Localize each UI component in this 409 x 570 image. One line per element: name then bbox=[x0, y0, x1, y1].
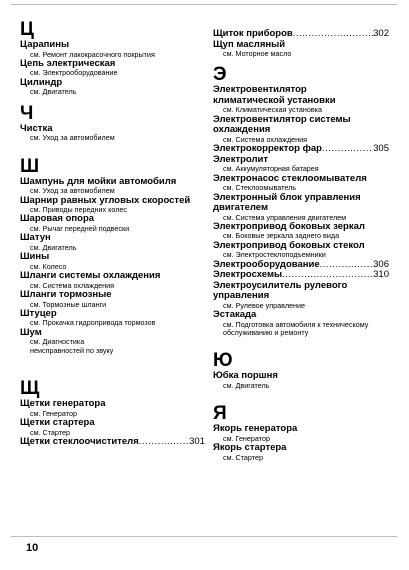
leader-dots bbox=[293, 29, 373, 40]
index-entry bbox=[20, 437, 205, 448]
index-term: Эстакада bbox=[213, 309, 257, 321]
see-reference: см. Климатическая установка bbox=[223, 105, 322, 115]
section-letter: Э bbox=[213, 64, 227, 86]
index-term: Электросхемы bbox=[213, 269, 283, 281]
index-entry bbox=[213, 155, 389, 174]
index-term: Щетки стартера bbox=[20, 417, 95, 429]
index-entry bbox=[20, 59, 205, 78]
index-term: Электропривод боковых зеркал bbox=[213, 220, 365, 232]
index-term: Шарнир равных угловых скоростей bbox=[20, 194, 191, 206]
index-entry bbox=[20, 328, 205, 355]
index-entry bbox=[20, 309, 205, 328]
index-entry bbox=[20, 290, 205, 309]
index-column-left bbox=[20, 20, 205, 448]
index-entry bbox=[20, 78, 205, 97]
index-term: Электровентилятор климатической установки bbox=[213, 84, 336, 106]
index-term: Шампунь для мойки автомобиля bbox=[20, 175, 177, 187]
index-entry bbox=[20, 418, 205, 437]
see-reference: см. Рычаг передней подвески bbox=[30, 223, 130, 233]
see-reference: см. Колесо bbox=[30, 261, 67, 271]
see-reference: см. Стеклоомыватель bbox=[223, 183, 297, 193]
index-entry bbox=[213, 443, 389, 462]
page-reference: 306 bbox=[373, 258, 389, 270]
see-reference: см. Приводы передних колес bbox=[30, 205, 127, 215]
see-reference: см. Ремонт лакокрасочного покрытия bbox=[30, 49, 155, 59]
see-reference: см. Генератор bbox=[223, 433, 270, 443]
section-letter: Щ bbox=[20, 378, 40, 400]
index-entry bbox=[20, 177, 205, 196]
bottom-rule bbox=[11, 536, 397, 537]
see-reference: см. Стартер bbox=[223, 452, 263, 462]
section-letter: Ц bbox=[20, 19, 34, 40]
see-reference: см. Подготовка автомобиля к техническому обслуживанию и ремонту bbox=[223, 319, 369, 338]
leader-dots bbox=[322, 144, 373, 155]
index-entry bbox=[213, 371, 389, 390]
page-number: 10 bbox=[26, 542, 39, 554]
index-term: Шатун bbox=[20, 232, 51, 244]
see-reference: см. Диагностика неисправностей по звуку bbox=[30, 337, 114, 355]
index-term: Якорь генератора bbox=[213, 423, 298, 435]
index-term: Шины bbox=[20, 251, 50, 263]
see-reference: см. Двигатель bbox=[223, 380, 270, 390]
section-letter: Ю bbox=[213, 350, 233, 372]
section-letter: Ч bbox=[20, 102, 34, 124]
page-reference: 310 bbox=[373, 269, 389, 281]
index-term: Электрокорректор фар bbox=[213, 143, 322, 155]
page-reference: 301 bbox=[189, 436, 205, 447]
index-entry bbox=[213, 281, 389, 310]
index-entry bbox=[20, 233, 205, 252]
index-entry bbox=[213, 193, 389, 222]
index-entry bbox=[20, 196, 205, 215]
see-reference: см. Система охлаждения bbox=[223, 134, 308, 144]
index-term: Шланги тормозные bbox=[20, 289, 112, 301]
index-term: Щуп масляный bbox=[213, 38, 286, 50]
index-term: Чистка bbox=[20, 122, 53, 134]
index-entry bbox=[213, 115, 389, 144]
index-term: Электровентилятор системы охлаждения bbox=[213, 113, 351, 136]
index-column-right bbox=[213, 29, 389, 462]
index-term: Штуцер bbox=[20, 307, 57, 319]
index-term: Электронасос стеклоомывателя bbox=[213, 172, 367, 184]
see-reference: см. Тормозные шланги bbox=[30, 299, 107, 309]
index-term: Щетки генератора bbox=[20, 398, 106, 410]
see-reference: см. Генератор bbox=[30, 408, 77, 418]
page-reference: 305 bbox=[373, 143, 389, 155]
section-letter: Я bbox=[213, 403, 227, 425]
index-term: Электропривод боковых стекол bbox=[213, 239, 365, 251]
index-entry bbox=[20, 271, 205, 290]
index-entry bbox=[213, 85, 389, 114]
index-entry bbox=[213, 424, 389, 443]
index-entry bbox=[20, 252, 205, 271]
index-entry bbox=[213, 222, 389, 241]
index-term: Цилиндр bbox=[20, 76, 63, 88]
see-reference: см. Система управления двигателем bbox=[223, 212, 347, 222]
see-reference: см. Электрооборудование bbox=[30, 68, 118, 78]
see-reference: см. Моторное масло bbox=[223, 49, 292, 58]
index-entry bbox=[213, 29, 389, 40]
see-reference: см. Аккумуляторная батарея bbox=[223, 164, 319, 174]
index-term: Электролит bbox=[213, 153, 269, 165]
see-reference: см. Уход за автомобилем bbox=[30, 186, 115, 196]
see-reference: см. Прокачка гидропривода тормозов bbox=[30, 318, 156, 328]
see-reference: см. Система охлаждения bbox=[30, 280, 115, 290]
index-term: Юбка поршня bbox=[213, 370, 278, 382]
index-term: Щетки стеклоочистителя bbox=[20, 436, 139, 447]
index-entry bbox=[20, 399, 205, 418]
see-reference: см. Двигатель bbox=[30, 242, 77, 252]
index-entry bbox=[20, 40, 205, 59]
top-rule bbox=[11, 4, 397, 5]
leader-dots bbox=[320, 260, 374, 271]
index-term: Царапины bbox=[20, 39, 70, 50]
see-reference: см. Двигатель bbox=[30, 87, 77, 97]
see-reference: см. Стартер bbox=[30, 427, 70, 437]
index-entry bbox=[20, 214, 205, 233]
index-term: Шум bbox=[20, 326, 42, 338]
index-term: Электроусилитель рулевого управления bbox=[213, 279, 348, 302]
index-term: Щиток приборов bbox=[213, 28, 293, 39]
index-term: Шланги системы охлаждения bbox=[20, 270, 161, 282]
index-entry bbox=[20, 124, 205, 143]
see-reference: см. Уход за автомобилем bbox=[30, 133, 115, 143]
index-entry bbox=[213, 174, 389, 193]
index-entry bbox=[213, 310, 389, 337]
index-term: Якорь стартера bbox=[213, 442, 287, 454]
index-term: Электронный блок управления двигателем bbox=[213, 191, 361, 214]
see-reference: см. Электростеклоподъемники bbox=[223, 250, 326, 260]
leader-dots bbox=[139, 437, 189, 448]
section-letter: Ш bbox=[20, 155, 40, 177]
page-reference: 302 bbox=[373, 28, 389, 39]
index-term: Электрооборудование bbox=[213, 258, 320, 270]
see-reference: см. Рулевое управление bbox=[223, 300, 305, 310]
see-reference: см. Боковые зеркала заднего вида bbox=[223, 231, 340, 241]
index-entry bbox=[213, 40, 389, 59]
index-term: Шаровая опора bbox=[20, 213, 95, 225]
index-entry bbox=[213, 241, 389, 260]
index-term: Цепь электрическая bbox=[20, 57, 116, 69]
